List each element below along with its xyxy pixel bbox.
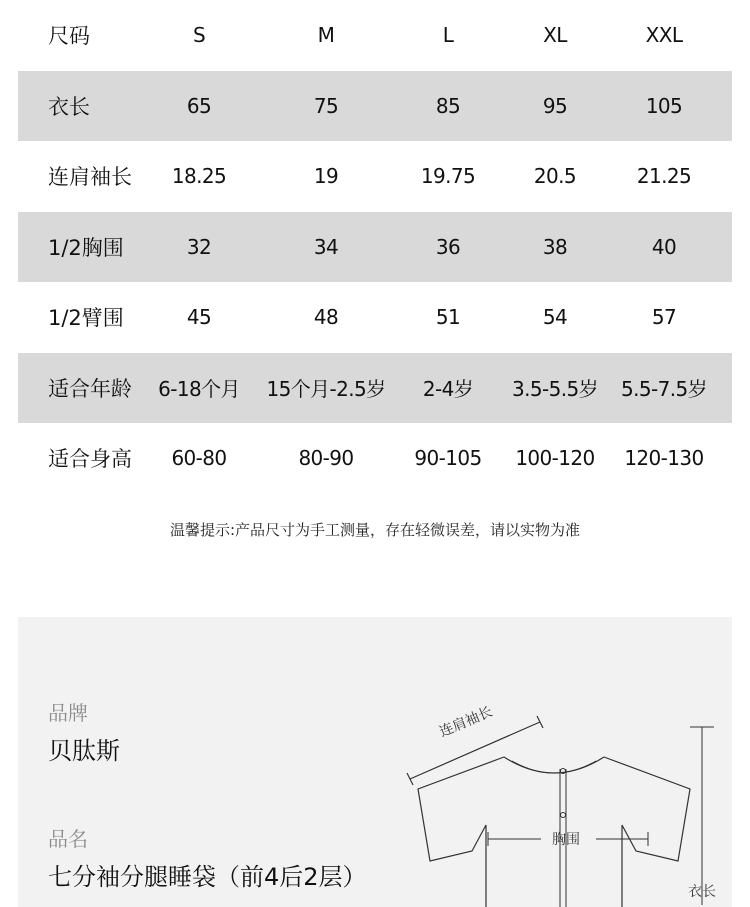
table-cell: 3.5-5.5岁 (511, 377, 599, 402)
table-cell: 尺码 (48, 24, 90, 49)
garment-outline (386, 705, 732, 905)
table-row (18, 141, 732, 212)
table-cell: 适合年龄 (48, 376, 132, 401)
table-cell: 5.5-7.5岁 (620, 377, 708, 402)
table-cell: 40 (651, 234, 677, 259)
table-cell: 34 (313, 234, 339, 259)
table-cell: 20.5 (533, 164, 577, 189)
table-cell: 48 (313, 305, 339, 330)
table-cell: XXL (645, 23, 683, 48)
table-cell: 95 (542, 93, 568, 118)
table-row (18, 71, 732, 142)
table-cell: XL (543, 23, 567, 48)
table-cell: 连肩袖长 (48, 165, 132, 190)
table-cell: 51 (435, 305, 461, 330)
table-cell: 54 (542, 305, 568, 330)
table-cell: 1/2臂围 (48, 306, 124, 331)
brand-value: 贝肽斯 (48, 737, 120, 765)
table-cell: 32 (186, 234, 212, 259)
table-row (18, 282, 732, 353)
table-cell: 120-130 (624, 446, 704, 471)
table-row (18, 212, 732, 283)
table-cell: S (192, 23, 206, 48)
chest-label: 胸围 (552, 832, 580, 848)
table-cell: 38 (542, 234, 568, 259)
size-table (18, 0, 732, 494)
table-cell: 21.25 (636, 164, 692, 189)
product-name-label: 品名 (48, 827, 88, 851)
table-cell: 衣长 (48, 94, 90, 119)
table-cell: M (317, 23, 335, 48)
table-header-row (18, 0, 732, 71)
table-row (18, 353, 732, 424)
table-cell: 19 (313, 164, 339, 189)
sleeve-length-label: 连肩袖长 (437, 703, 495, 741)
table-cell: 36 (435, 234, 461, 259)
table-cell: 60-80 (171, 446, 227, 471)
table-cell: 19.75 (420, 164, 476, 189)
table-cell: 6-18个月 (158, 377, 240, 402)
table-row (18, 423, 732, 494)
length-label: 衣长 (688, 884, 716, 900)
brand-label: 品牌 (48, 701, 88, 725)
table-cell: 45 (186, 305, 212, 330)
table-cell: 80-90 (298, 446, 354, 471)
table-cell: 1/2胸围 (48, 235, 124, 260)
product-name-value: 七分袖分腿睡袋（前4后2层） (48, 863, 367, 891)
table-cell: 18.25 (171, 164, 227, 189)
table-cell: 65 (186, 93, 212, 118)
product-info-card (18, 617, 732, 907)
table-cell: L (442, 23, 454, 48)
table-cell: 57 (651, 305, 677, 330)
table-cell: 15个月-2.5岁 (266, 377, 386, 402)
table-cell: 75 (313, 93, 339, 118)
table-cell: 105 (645, 93, 683, 118)
table-cell: 85 (435, 93, 461, 118)
table-cell: 适合身高 (48, 447, 132, 472)
notice-text: 温馨提示:产品尺寸为手工测量，存在轻微误差，请以实物为准 (169, 521, 581, 539)
table-cell: 90-105 (414, 446, 482, 471)
table-cell: 2-4岁 (422, 377, 474, 402)
table-cell: 100-120 (515, 446, 595, 471)
garment-diagram (386, 705, 732, 905)
